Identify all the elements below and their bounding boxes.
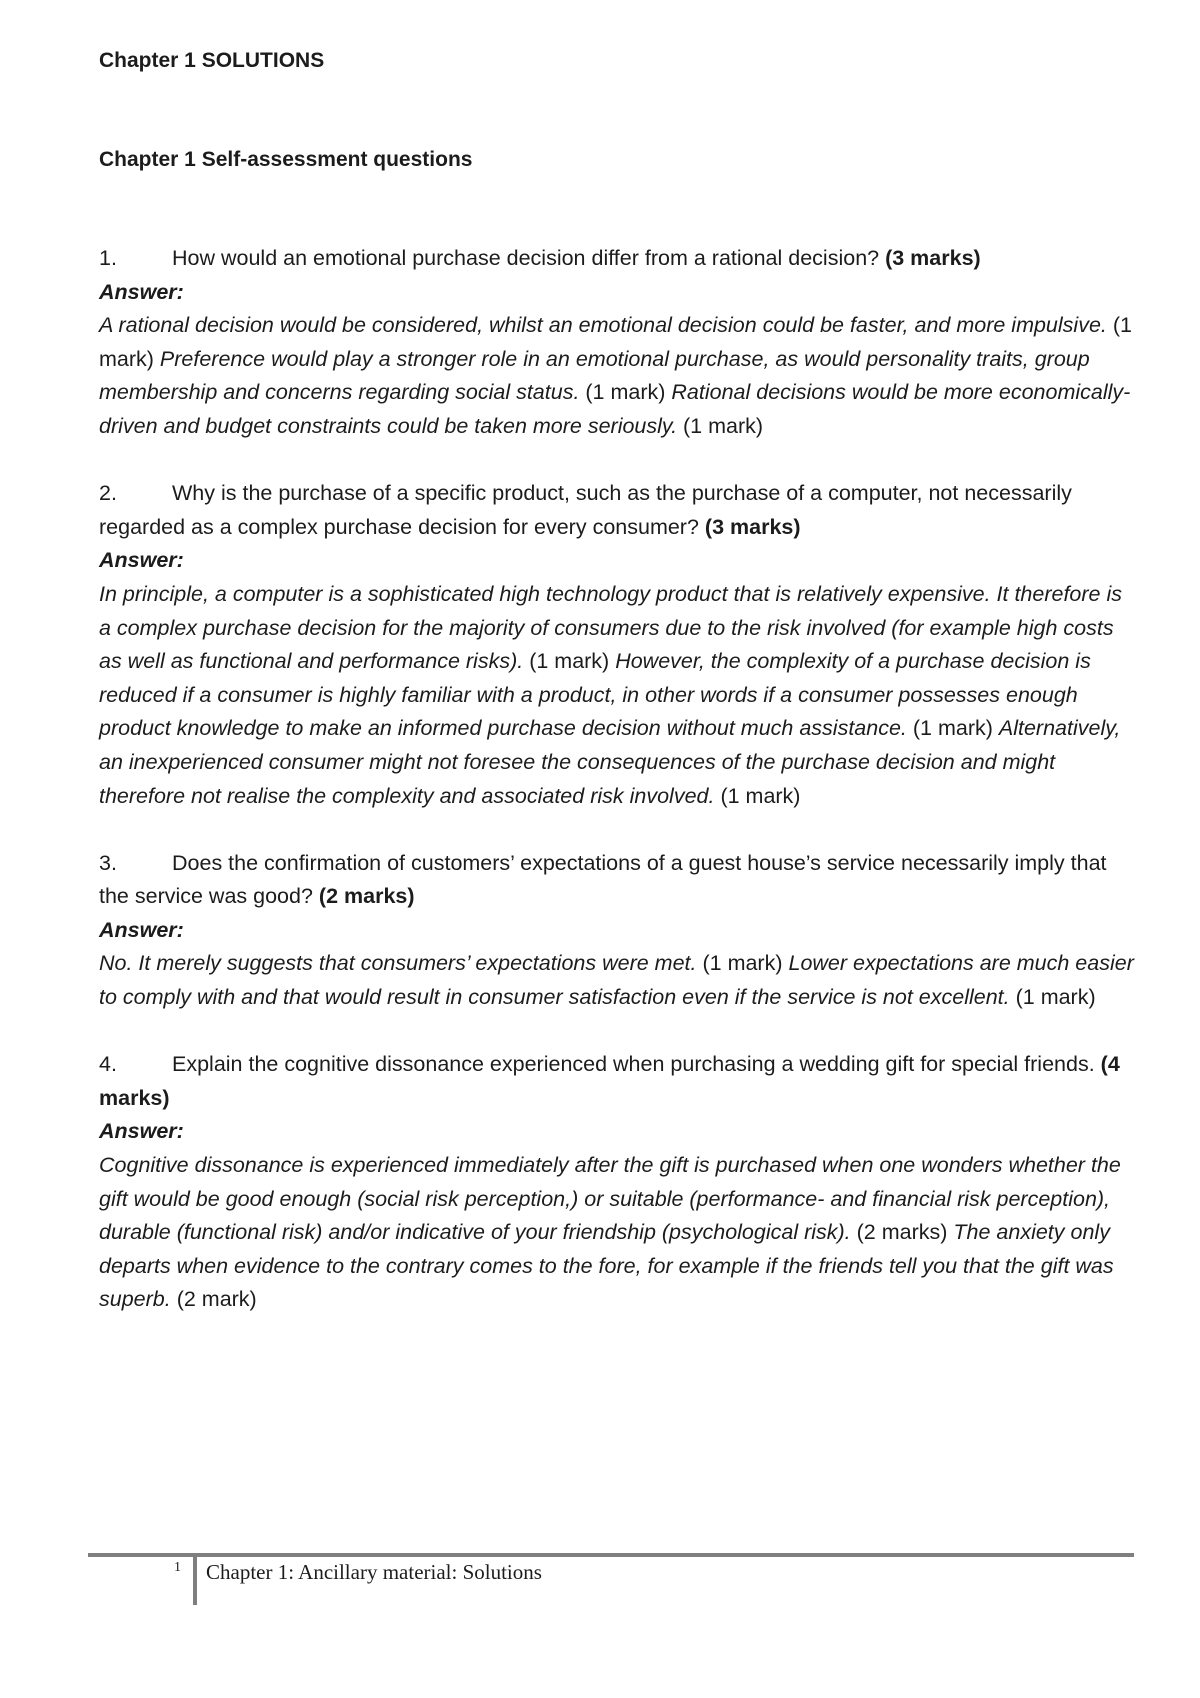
- question-number: 2.: [99, 481, 117, 506]
- question-body: Why is the purchase of a specific product, such as the purchase of a computer, not necessarily regarded as a complex purchase decision for every consumer?: [99, 481, 1072, 539]
- answer-segment: (1 mark): [1009, 985, 1096, 1010]
- answer-segment: (2 marks): [850, 1220, 954, 1245]
- footer-text: Chapter 1: Ancillary material: Solutions: [206, 1560, 542, 1584]
- document-body: [99, 44, 1134, 1351]
- answer-label: Answer:: [99, 279, 184, 304]
- answer-text: [99, 309, 1134, 443]
- question-text: [99, 847, 1134, 914]
- footer-divider: [88, 1553, 1134, 1557]
- answer-text: [99, 1149, 1134, 1317]
- section-title: Chapter 1 Self-assessment questions: [99, 148, 473, 171]
- question-text: [99, 1048, 1134, 1115]
- answer-text: [99, 578, 1134, 813]
- question-list: [99, 242, 1134, 1317]
- question-marks: (3 marks): [704, 514, 801, 539]
- answer-segment: In principle, a computer is a sophisticated high technology product that is relatively expensive. It therefore is a complex purchase decision for the majority of consumers due to the risk involved (for example high costs as well as functional and performance risks).: [99, 581, 1122, 674]
- answer-segment: (1 mark): [677, 413, 764, 438]
- question-number: 1.: [99, 246, 117, 270]
- answer-segment: Alternatively, an inexperienced consumer might not foresee the consequences of the purchase decision and might therefore not realise the complexity and associated risk involved.: [99, 716, 1121, 808]
- answer-segment: (1 mark): [696, 951, 789, 976]
- answer-segment: (1 mark): [579, 380, 672, 405]
- answer-segment: Preference would play a stronger role in an emotional purchase, as would personality traits, group membership and concerns regarding social status.: [99, 346, 1090, 405]
- answer-segment: Cognitive dissonance is experienced immediately after the gift is purchased when one wonders whether the gift would be good enough (social risk perception,) or suitable (performance- and financial risk perception), durable (functional risk) and/or indicative of your friendship (psychological risk).: [99, 1153, 1121, 1245]
- answer-text: [99, 947, 1134, 1014]
- answer-segment: Rational decisions would be more economically-driven and budget constraints could be taken more seriously.: [99, 380, 1131, 438]
- answer-segment: Lower expectations are much easier to comply with and that would result in consumer satisfaction even if the service is not excellent.: [99, 951, 1134, 1010]
- answer-label: Answer:: [99, 1119, 184, 1144]
- question-body: Does the confirmation of customers’ expectations of a guest house’s service necessarily imply that the service was good?: [99, 850, 1107, 909]
- answer-segment: No. It merely suggests that consumers’ expectations were met.: [99, 951, 697, 976]
- question-text: [99, 477, 1134, 544]
- answer-segment: A rational decision would be considered, whilst an emotional decision could be faster, and more impulsive.: [99, 313, 1107, 338]
- answer-label: Answer:: [99, 548, 184, 573]
- question-item: [99, 242, 1134, 444]
- question-item: [99, 477, 1134, 813]
- answer-segment: The anxiety only departs when evidence to the contrary comes to the fore, for example if the friends tell you that the gift was superb.: [99, 1220, 1114, 1312]
- question-marks: (3 marks): [885, 246, 981, 270]
- answer-segment: (1 mark): [523, 649, 616, 674]
- answer-segment: However, the complexity of a purchase decision is reduced if a consumer is highly familiar with a product, in other words if a consumer possesses enough product knowledge to make an informed purchase decision without much assistance.: [99, 649, 1091, 741]
- answer-segment: (1 mark): [99, 313, 1132, 371]
- question-body: How would an emotional purchase decision differ from a rational decision?: [172, 246, 880, 270]
- question-item: [99, 847, 1134, 1015]
- footer-vertical-divider: [193, 1553, 197, 1605]
- answer-segment: (1 mark): [714, 783, 801, 808]
- question-number: 3.: [99, 850, 117, 875]
- question-marks: (2 marks): [318, 884, 415, 909]
- question-item: [99, 1048, 1134, 1317]
- question-body: Explain the cognitive dissonance experienced when purchasing a wedding gift for special friends.: [172, 1052, 1095, 1077]
- document-title: Chapter 1 SOLUTIONS: [99, 49, 325, 72]
- answer-label: Answer:: [99, 917, 184, 942]
- question-text: [99, 242, 1134, 276]
- question-number: 4.: [99, 1052, 117, 1077]
- page-number: 1: [174, 1560, 181, 1575]
- answer-segment: (1 mark): [906, 716, 999, 741]
- answer-segment: (2 mark): [170, 1287, 257, 1312]
- question-marks: (4 marks): [99, 1052, 1120, 1110]
